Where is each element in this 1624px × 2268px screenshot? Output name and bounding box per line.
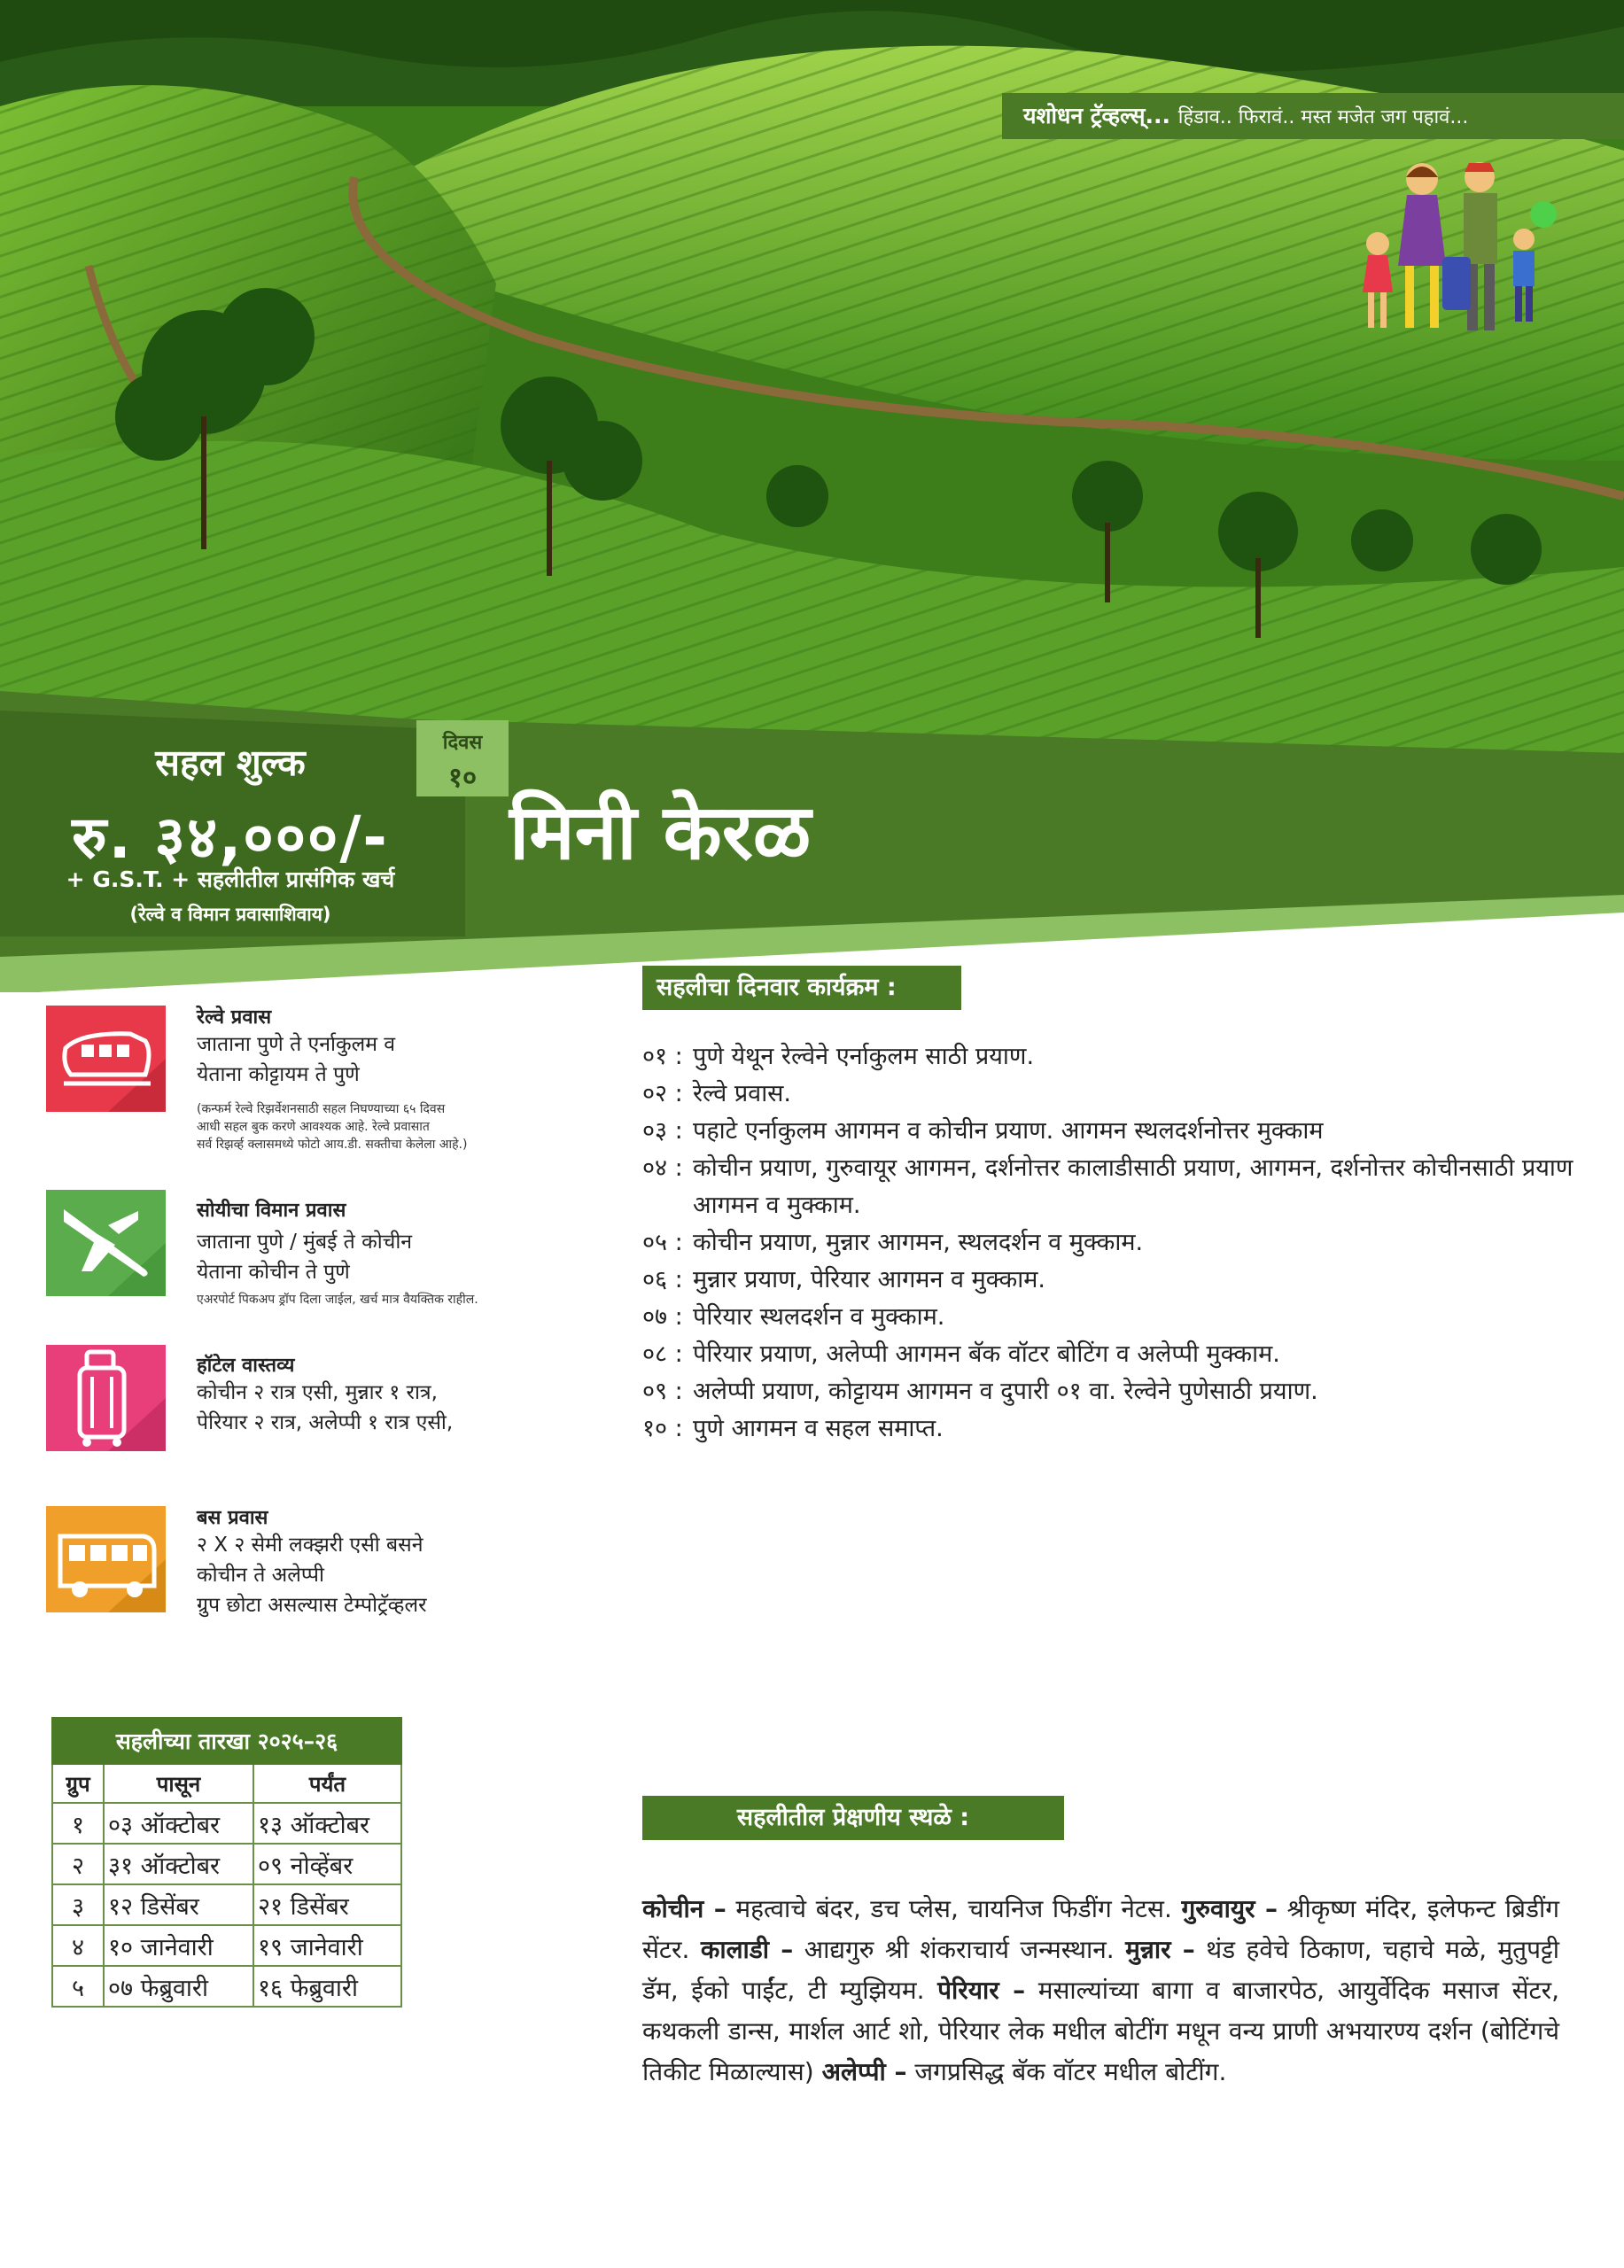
sights-heading: सहलीतील प्रेक्षणीय स्थळे : (642, 1796, 1064, 1840)
itinerary-text: अलेप्पी प्रयाण, कोट्टायम आगमन व दुपारी ०१ वा. रेल्वेने पुणेसाठी प्रयाण. (693, 1378, 1318, 1405)
train-icon (46, 1006, 166, 1112)
dates-cell: ३ (52, 1884, 104, 1925)
dates-cell: ४ (52, 1925, 104, 1966)
itinerary-day: ०८ : (642, 1340, 683, 1368)
itinerary-text: पुणे येथून रेल्वेने एर्नाकुलम साठी प्रयाण. (693, 1043, 1035, 1070)
dates-col-to: पर्यंत (253, 1764, 401, 1803)
sight-name: पेरियार – (937, 1976, 1026, 2005)
price-note: + G.S.T. + सहलीतील प्रासंगिक खर्च (66, 866, 395, 892)
itinerary-row (642, 1150, 1581, 1224)
feature-fine-rail (197, 1100, 467, 1153)
dates-col-group: ग्रुप (52, 1764, 104, 1803)
feature-line: २ X २ सेमी लक्झरी एसी बसने (197, 1534, 423, 1557)
dates-cell: १२ डिसेंबर (104, 1884, 253, 1925)
itinerary-day: ०९ : (642, 1378, 683, 1405)
itinerary-day: ०१ : (642, 1043, 683, 1070)
table-row (52, 1925, 401, 1966)
feature-line: पेरियार २ रात्र, अलेप्पी १ रात्र एसी, (197, 1411, 454, 1434)
itinerary-day: ०६ : (642, 1266, 683, 1293)
dates-cell: ३१ ऑक्टोबर (104, 1844, 253, 1884)
itinerary-day: १० : (642, 1415, 683, 1442)
sight-name: कालाडी – (700, 1935, 794, 1964)
sight-text: मसाल्यांच्या बागा व बाजारपेठ, आयुर्वेदिक मसाज सेंटर, कथकली डान्स, मार्शल आर्ट शो, पेरियार लेक मधील बोटींग मधून वन्य प्राणी अभयारण्य दर्शन (बोटिंगचे तिकीट मिळाल्यास) (642, 1976, 1559, 2086)
itinerary-day: ०५ : (642, 1229, 683, 1256)
price-label: सहल शुल्क (155, 742, 306, 784)
itinerary-text: मुन्नार प्रयाण, पेरियार आगमन व मुक्काम. (693, 1266, 1045, 1293)
sight-name: मुन्नार – (1125, 1935, 1195, 1964)
feature-title-bus: बस प्रवास (197, 1507, 268, 1529)
price-amount: रु. ३४,०००/- (72, 804, 389, 872)
itinerary-row (642, 1224, 1581, 1262)
feature-fine-line: (कन्फर्म रेल्वे रिझर्वेशनसाठी सहल निघण्याच्या ६५ दिवस (197, 1102, 446, 1116)
duration-label: दिवस (442, 732, 483, 754)
feature-fine-flight (197, 1291, 478, 1309)
itinerary-heading: सहलीचा दिनवार कार्यक्रम : (642, 966, 961, 1010)
feature-text-bus (197, 1530, 426, 1620)
itinerary-text: कोचीन प्रयाण, मुन्नार आगमन, स्थलदर्शन व मुक्काम. (693, 1229, 1144, 1256)
feature-title-flight: सोयीचा विमान प्रवास (197, 1200, 346, 1222)
sight-text: जगप्रसिद्ध बॅक वॉटर मधील बोटींग. (906, 2057, 1227, 2086)
feature-line: येताना कोट्टायम ते पुणे (197, 1063, 360, 1086)
sight-text: श्रीकृष्ण मंदिर, इलेफन्ट ब्रिडींग सेंटर. (642, 1894, 1560, 1964)
itinerary-day: ०४ : (642, 1154, 683, 1182)
itinerary-text: पहाटे एर्नाकुलम आगमन व कोचीन प्रयाण. आगमन स्थलदर्शनोत्तर मुक्काम (693, 1117, 1324, 1145)
feature-line: जाताना पुणे / मुंबई ते कोचीन (197, 1231, 413, 1254)
itinerary-list (642, 1038, 1581, 1448)
feature-text-rail (197, 1029, 395, 1090)
itinerary-row (642, 1038, 1581, 1076)
dates-cell: १ (52, 1803, 104, 1844)
sight-text: महत्वाचे बंदर, डच प्लेस, चायनिज फिडींग नेटस. (726, 1894, 1182, 1923)
table-row (52, 1966, 401, 2007)
itinerary-row (642, 1373, 1581, 1410)
duration-badge (416, 720, 509, 796)
itinerary-row (642, 1410, 1581, 1448)
table-row (52, 1803, 401, 1844)
bus-icon (46, 1506, 166, 1612)
feature-title-hotel: हॉटेल वास्तव्य (197, 1355, 295, 1377)
airplane-icon (46, 1190, 166, 1296)
feature-fine-line: एअरपोर्ट पिकअप ड्रॉप दिला जाईल, खर्च मात्र वैयक्तिक राहील. (197, 1293, 478, 1307)
feature-fine-line: आधी सहल बुक करणे आवश्यक आहे. रेल्वे प्रवासात (197, 1120, 430, 1134)
itinerary-row (642, 1336, 1581, 1373)
feature-line: जाताना पुणे ते एर्नाकुलम व (197, 1033, 396, 1056)
itinerary-text: रेल्वे प्रवास. (693, 1080, 792, 1107)
itinerary-text: पेरियार प्रयाण, अलेप्पी आगमन बॅक वॉटर बोटिंग व अलेप्पी मुक्काम. (693, 1340, 1280, 1368)
dates-col-from: पासून (104, 1764, 253, 1803)
feature-line: ग्रुप छोटा असल्यास टेम्पोट्रॅव्हलर (197, 1594, 427, 1617)
itinerary-day: ०३ : (642, 1117, 683, 1145)
tour-dates-table (51, 1717, 402, 2008)
dates-cell: ०३ ऑक्टोबर (104, 1803, 253, 1844)
itinerary-day: ०२ : (642, 1080, 683, 1107)
price-sub-note: (रेल्वे व विमान प्रवासाशिवाय) (129, 904, 331, 925)
feature-line: कोचीन २ रात्र एसी, मुन्नार १ रात्र, (197, 1381, 438, 1404)
itinerary-text: पुणे आगमन व सहल समाप्त. (693, 1415, 944, 1442)
sight-text: थंड हवेचे ठिकाण, चहाचे मळे, मुतुपट्टी डॅम, ईको पाईंट, टी म्युझियम. (642, 1935, 1559, 2005)
dates-cell: ५ (52, 1966, 104, 2007)
feature-line: येताना कोचीन ते पुणे (197, 1261, 350, 1284)
dates-cell: १६ फेब्रुवारी (253, 1966, 401, 2007)
itinerary-row (642, 1299, 1581, 1336)
dates-cell: ०७ फेब्रुवारी (104, 1966, 253, 2007)
dates-cell: १० जानेवारी (104, 1925, 253, 1966)
brand-name: यशोधन ट्रॅव्हल्स्... (1023, 103, 1170, 128)
sight-text: आद्यगुरु श्री शंकराचार्य जन्मस्थान. (793, 1935, 1126, 1964)
brand-tagline-bar (1002, 93, 1624, 139)
itinerary-row (642, 1262, 1581, 1299)
dates-cell: २१ डिसेंबर (253, 1884, 401, 1925)
itinerary-row (642, 1113, 1581, 1150)
family-illustration (1347, 159, 1559, 350)
feature-text-flight (197, 1227, 412, 1287)
itinerary-text: कोचीन प्रयाण, गुरुवायूर आगमन, दर्शनोत्तर कालाडीसाठी प्रयाण, आगमन, दर्शनोत्तर कोचीनसाठी प्रयाण आगमन व मुक्काम. (693, 1154, 1573, 1219)
brand-slogan: हिंडाव.. फिरावं.. मस्त मजेत जग पहावं... (1177, 106, 1469, 128)
dates-cell: २ (52, 1844, 104, 1884)
itinerary-text: पेरियार स्थलदर्शन व मुक्काम. (693, 1303, 945, 1331)
feature-fine-line: सर्व रिझर्व्ह क्लासमध्ये फोटो आय.डी. सक्तीचा केलेला आहे.) (197, 1138, 468, 1152)
sights-paragraph (642, 1889, 1559, 2093)
itinerary-day: ०७ : (642, 1303, 683, 1331)
feature-line: कोचीन ते अलेप्पी (197, 1564, 324, 1587)
sight-name: अलेप्पी – (821, 2057, 907, 2086)
tour-title: मिनी केरळ (509, 788, 812, 877)
dates-cell: १३ ऑक्टोबर (253, 1803, 401, 1844)
dates-cell: ०९ नोव्हेंबर (253, 1844, 401, 1884)
feature-title-rail: रेल्वे प्रवास (197, 1006, 272, 1029)
sight-name: कोचीन – (642, 1894, 727, 1923)
table-row (52, 1884, 401, 1925)
duration-value: १० (447, 762, 478, 794)
feature-text-hotel (197, 1378, 453, 1438)
dates-cell: १९ जानेवारी (253, 1925, 401, 1966)
dates-heading: सहलीच्या तारखा २०२५–२६ (52, 1718, 401, 1764)
itinerary-row (642, 1076, 1581, 1113)
sight-name: गुरुवायुर – (1181, 1894, 1278, 1923)
table-row (52, 1844, 401, 1884)
luggage-icon (46, 1345, 166, 1451)
